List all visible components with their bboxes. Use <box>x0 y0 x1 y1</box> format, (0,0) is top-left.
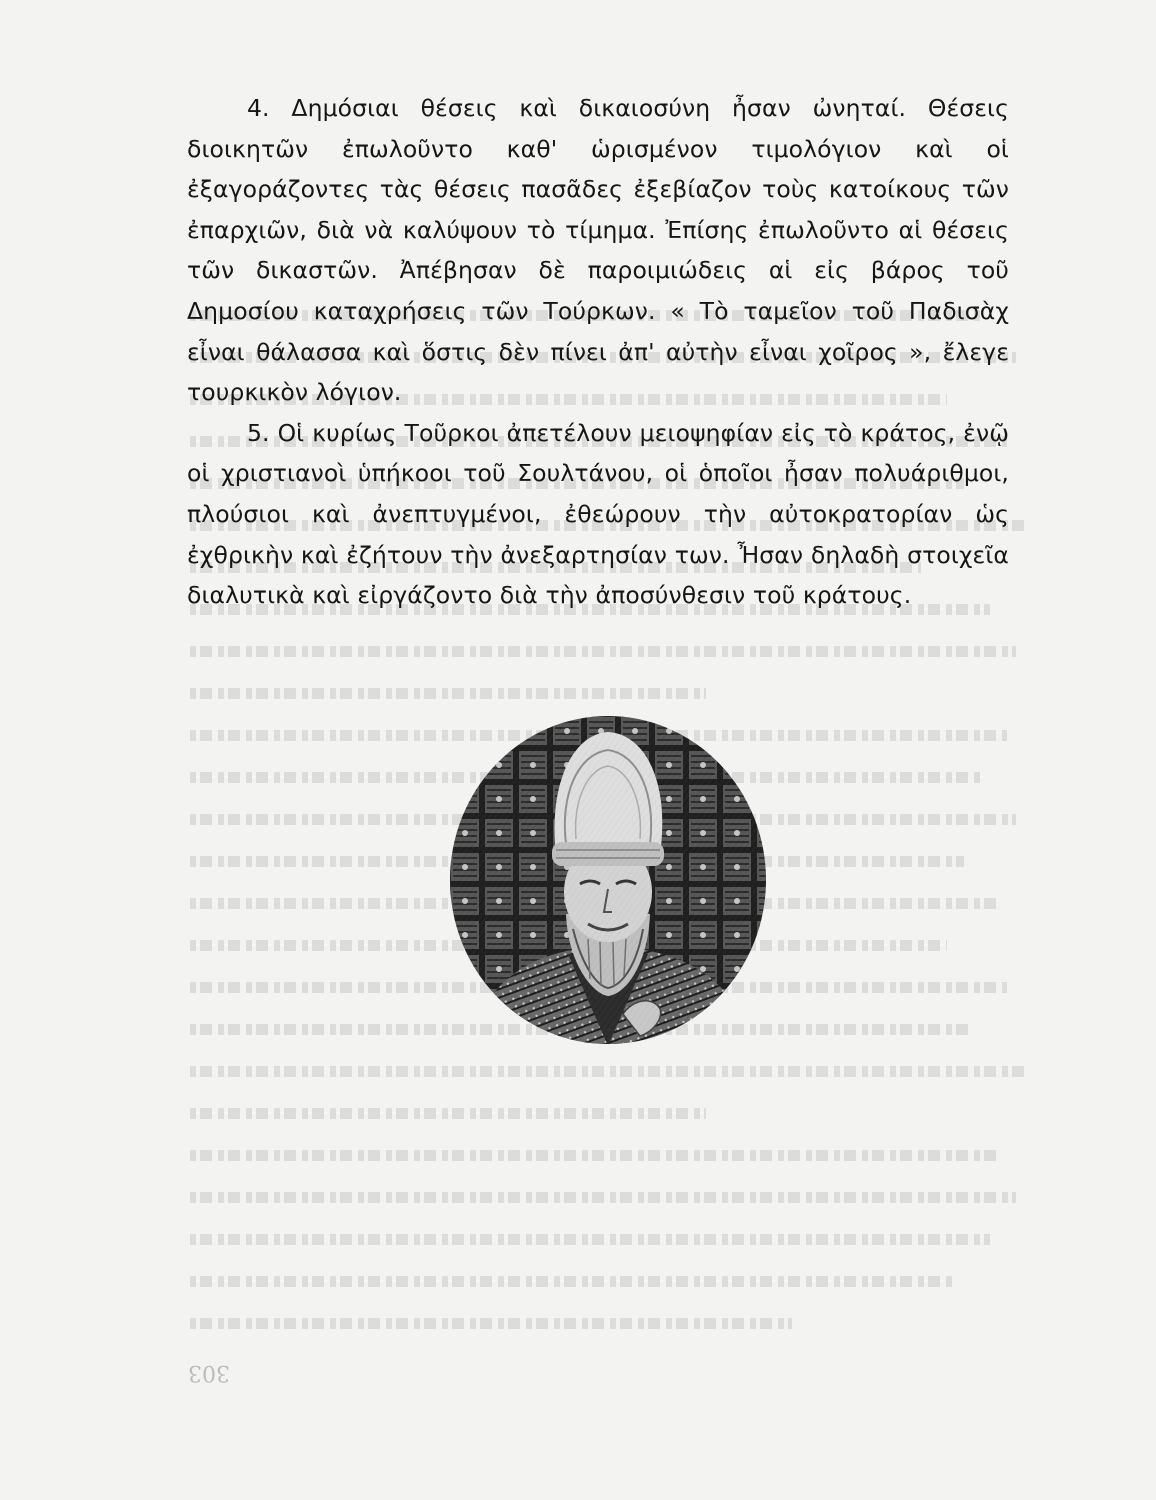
portrait-engraving-icon <box>448 714 768 1046</box>
paragraph-4 <box>187 88 1009 413</box>
paragraph-4-text: 4. Δημόσιαι θέσεις καὶ δικαιοσύνη ἦσαν ὠνηταί. Θέσεις διοικητῶν ἐπωλοῦντο καθ' ὡρισμένον τιμολόγιον καὶ οἱ ἐξαγοράζοντες τὰς θέσεις πασᾶδες ἐξεβίαζον τοὺς κατοίκους τῶν ἐπαρχιῶν, διὰ νὰ καλύψουν τὸ τίμημα. Ἐπίσης ἐπωλοῦντο αἱ θέσεις τῶν δικαστῶν. Ἀπέβησαν δὲ παροιμιώδεις αἱ εἰς βάρος τοῦ Δημοσίου καταχρήσεις τῶν Τούρκων. « Τὸ ταμεῖον τοῦ Παδισὰχ εἶναι θάλασσα καὶ ὅστις δὲν πίνει ἀπ' αὐτὴν εἶναι χοῖρος », ἔλεγε τουρκικὸν λόγιον. <box>187 94 1009 407</box>
paragraph-5 <box>187 413 1009 616</box>
show-through-page-number: 303 <box>188 1360 230 1385</box>
paragraph-5-text: 5. Οἱ κυρίως Τοῦρκοι ἀπετέλουν μειοψηφίαν εἰς τὸ κράτος, ἐνῷ οἱ χριστιανοὶ ὑπήκοοι τοῦ Σουλτάνου, οἱ ὁποῖοι ἦσαν πολυάριθμοι, πλούσιοι καὶ ἀνεπτυγμένοι, ἐθεώρουν τὴν αὐτοκρατορίαν ὡς ἐχθρικὴν καὶ ἐζήτουν τὴν ἀνεξαρτησίαν των. Ἦσαν δηλαδὴ στοιχεῖα διαλυτικὰ καὶ εἰργάζοντο διὰ τὴν ἀποσύνθεσιν τοῦ κράτους. <box>187 418 1009 610</box>
body-text <box>187 88 1009 616</box>
